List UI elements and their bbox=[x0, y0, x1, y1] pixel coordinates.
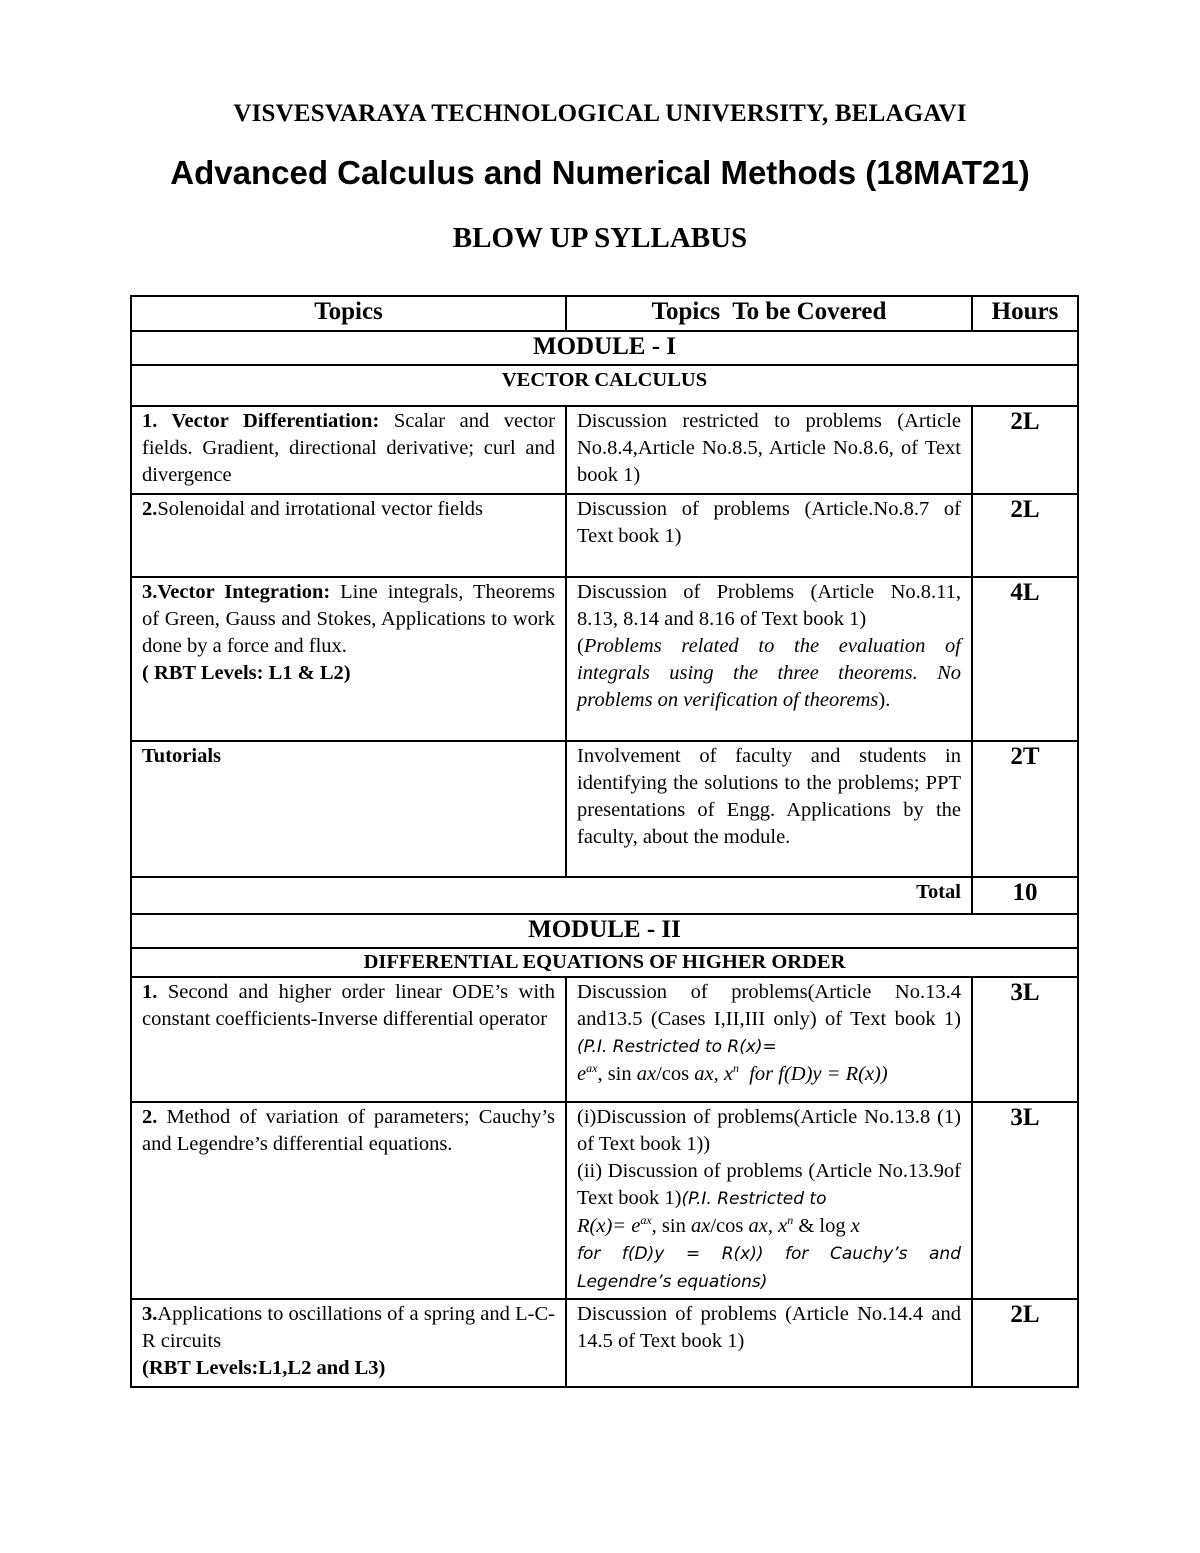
module-subject-row bbox=[131, 948, 1078, 977]
topic-text: Line integrals, Theorems of Green, Gauss and Stokes, Applications to work done by a force and flux. bbox=[142, 581, 555, 657]
math-log: & log bbox=[793, 1215, 846, 1237]
covered-note-open: ( bbox=[577, 635, 584, 657]
covered-cell bbox=[566, 1102, 972, 1299]
covered-note: Problems related to the evaluation of integrals using the three theorems. No problems on verification of theorems bbox=[577, 635, 961, 711]
topic-cell bbox=[131, 494, 566, 577]
module-subject: VECTOR CALCULUS bbox=[131, 365, 1078, 406]
math-exponent: ax bbox=[640, 1213, 652, 1228]
topic-heading: 2. bbox=[142, 1106, 158, 1128]
covered-cell: Involvement of faculty and students in identifying the solutions to the problems; PPT presentations of Engg. Applications by the faculty, about the module. bbox=[566, 741, 972, 877]
topic-heading: Tutorials bbox=[142, 745, 221, 767]
module-row bbox=[131, 331, 1078, 365]
hours-cell: 4L bbox=[972, 577, 1078, 741]
total-label: Total bbox=[131, 877, 972, 914]
topic-cell bbox=[131, 577, 566, 741]
math-r: R(x)= e bbox=[577, 1215, 641, 1237]
table-row bbox=[131, 977, 1078, 1102]
covered-italic: (P.I. Restricted to R(x)= bbox=[577, 1037, 777, 1057]
topic-heading: 2. bbox=[142, 498, 158, 520]
covered-cell bbox=[566, 977, 972, 1102]
rbt-levels: (RBT Levels:L1,L2 and L3) bbox=[142, 1357, 386, 1379]
topic-cell bbox=[131, 406, 566, 494]
covered-cell: Discussion restricted to problems (Article No.8.4,Article No.8.5, Article No.8.6, of Text book 1) bbox=[566, 406, 972, 494]
rbt-levels: ( RBT Levels: L1 & L2) bbox=[142, 662, 351, 684]
hours-cell: 2L bbox=[972, 494, 1078, 577]
topic-heading: 1. bbox=[142, 981, 158, 1003]
module-row bbox=[131, 914, 1078, 948]
module-title: MODULE - I bbox=[131, 331, 1078, 365]
topic-heading: 1. Vector Differentiation: bbox=[142, 410, 380, 432]
topic-cell bbox=[131, 977, 566, 1102]
table-row bbox=[131, 741, 1078, 877]
covered-cell: Discussion of problems (Article.No.8.7 of Text book 1) bbox=[566, 494, 972, 577]
math-ax-x: ax, x bbox=[748, 1215, 788, 1237]
topic-text: Method of variation of parameters; Cauchy’s and Legendre’s differential equations. bbox=[142, 1106, 555, 1155]
topic-text: Applications to oscillations of a spring and L-C-R circuits bbox=[142, 1303, 555, 1352]
math-condition: for f(D)y = R(x)) bbox=[749, 1063, 888, 1085]
table-header-row bbox=[131, 296, 1078, 331]
math-cos: /cos bbox=[656, 1063, 690, 1085]
math-ax: ax bbox=[690, 1215, 711, 1237]
table-row bbox=[131, 1299, 1078, 1387]
university-name: VISVESVARAYA TECHNOLOGICAL UNIVERSITY, BELAGAVI bbox=[233, 100, 967, 127]
math-exponent: ax bbox=[586, 1061, 598, 1076]
math-e: e bbox=[577, 1063, 587, 1085]
math-exponent-n: n bbox=[732, 1061, 739, 1076]
topic-heading: 3.Vector Integration: bbox=[142, 581, 331, 603]
math-sin: , sin bbox=[651, 1215, 686, 1237]
covered-part-i: (i)Discussion of problems(Article No.13.8 (1) of Text book 1)) bbox=[577, 1106, 961, 1155]
topic-cell bbox=[131, 1299, 566, 1387]
covered-tail: for f(D)y = R(x)) for Cauchy’s and Legendre’s equations) bbox=[577, 1244, 961, 1292]
math-exponent-n: n bbox=[787, 1213, 794, 1228]
column-header-hours: Hours bbox=[972, 296, 1078, 331]
module-subject-row bbox=[131, 365, 1078, 406]
covered-italic: (P.I. Restricted to bbox=[681, 1189, 827, 1209]
hours-cell: 2L bbox=[972, 406, 1078, 494]
covered-text: Discussion of problems(Article No.13.4 and13.5 (Cases I,II,III only) of Text book 1) bbox=[577, 981, 961, 1030]
math-cos: /cos bbox=[710, 1215, 744, 1237]
document-subtitle: BLOW UP SYLLABUS bbox=[452, 222, 748, 254]
total-value: 10 bbox=[972, 877, 1078, 914]
math-ax: ax bbox=[636, 1063, 657, 1085]
column-header-covered: Topics To be Covered bbox=[566, 296, 972, 331]
syllabus-table bbox=[130, 295, 1079, 1388]
topic-text: Scalar and vector fields. Gradient, directional derivative; curl and divergence bbox=[142, 410, 555, 486]
module-title: MODULE - II bbox=[131, 914, 1078, 948]
math-sin: , sin bbox=[597, 1063, 632, 1085]
topic-text: Solenoidal and irrotational vector fields bbox=[157, 498, 484, 520]
covered-text: Discussion of Problems (Article No.8.11, 8.13, 8.14 and 8.16 of Text book 1) bbox=[577, 581, 961, 630]
course-title: Advanced Calculus and Numerical Methods (18MAT21) bbox=[170, 154, 1030, 191]
topic-heading: 3. bbox=[142, 1303, 158, 1325]
column-header-topics: Topics bbox=[131, 296, 566, 331]
table-row bbox=[131, 1102, 1078, 1299]
table-row bbox=[131, 577, 1078, 741]
math-x: x bbox=[850, 1215, 860, 1237]
table-row bbox=[131, 406, 1078, 494]
covered-note-close: ). bbox=[878, 689, 891, 711]
covered-part-ii: (ii) Discussion of problems (Article No.13.9of Text book 1) bbox=[577, 1160, 961, 1209]
covered-cell bbox=[566, 577, 972, 741]
hours-cell: 3L bbox=[972, 1102, 1078, 1299]
module-subject: DIFFERENTIAL EQUATIONS OF HIGHER ORDER bbox=[131, 948, 1078, 977]
hours-cell: 3L bbox=[972, 977, 1078, 1102]
topic-text: Second and higher order linear ODE’s with constant coefficients-Inverse differential operator bbox=[142, 981, 555, 1030]
hours-cell: 2T bbox=[972, 741, 1078, 877]
topic-cell bbox=[131, 741, 566, 877]
topic-cell bbox=[131, 1102, 566, 1299]
hours-cell: 2L bbox=[972, 1299, 1078, 1387]
covered-cell: Discussion of problems (Article No.14.4 and 14.5 of Text book 1) bbox=[566, 1299, 972, 1387]
table-row bbox=[131, 494, 1078, 577]
math-ax-x: ax, x bbox=[694, 1063, 733, 1085]
total-row bbox=[131, 877, 1078, 914]
